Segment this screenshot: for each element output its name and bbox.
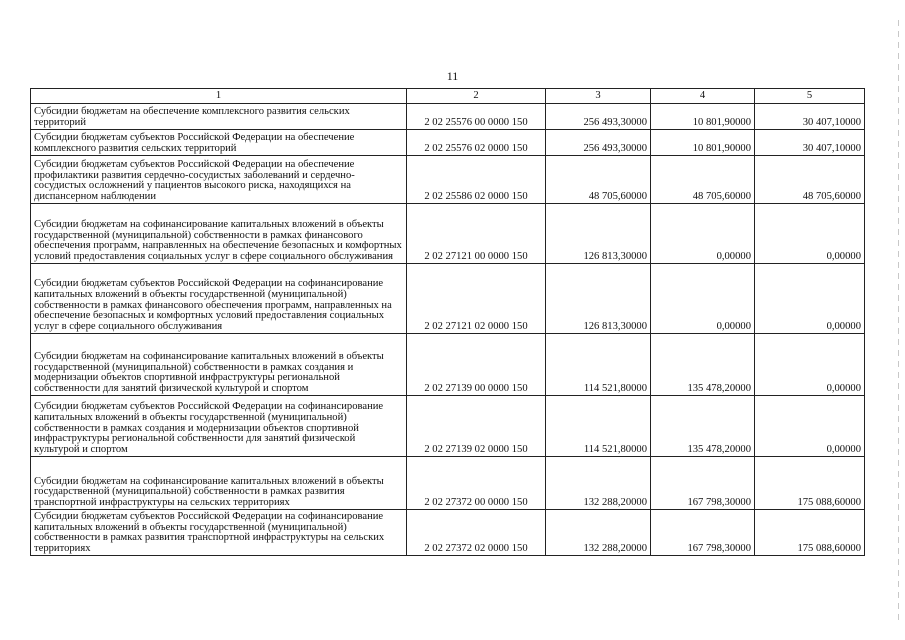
row-name: Субсидии бюджетам субъектов Российской Федерации на обеспечение комплексного развития сельских территорий (31, 130, 407, 156)
col-header-5: 5 (755, 89, 865, 104)
header-row (31, 89, 865, 104)
row-value-col5: 0,00000 (755, 334, 865, 396)
row-value-col3: 126 813,30000 (546, 264, 651, 334)
budget-table (30, 88, 865, 556)
row-value-col4: 48 705,60000 (651, 156, 755, 204)
row-name: Субсидии бюджетам субъектов Российской Федерации на софинансирование капитальных вложений в объекты государственной (муниципальной) собственности в рамках создания и модернизации объектов спортивной инфраструктуры региональной собственности для занятий физической культурой и спортом (31, 396, 407, 457)
table-row (31, 396, 865, 457)
row-code: 2 02 25576 02 0000 150 (407, 130, 546, 156)
row-code: 2 02 27121 02 0000 150 (407, 264, 546, 334)
row-value-col5: 175 088,60000 (755, 510, 865, 556)
row-value-col5: 0,00000 (755, 264, 865, 334)
row-value-col3: 256 493,30000 (546, 130, 651, 156)
row-code: 2 02 25576 00 0000 150 (407, 104, 546, 130)
row-value-col4: 135 478,20000 (651, 334, 755, 396)
table-row (31, 457, 865, 510)
row-name: Субсидии бюджетам на обеспечение комплексного развития сельских территорий (31, 104, 407, 130)
row-value-col3: 132 288,20000 (546, 510, 651, 556)
row-code: 2 02 25586 02 0000 150 (407, 156, 546, 204)
row-value-col5: 0,00000 (755, 396, 865, 457)
row-value-col5: 0,00000 (755, 204, 865, 264)
scan-edge-line (898, 20, 899, 620)
row-name: Субсидии бюджетам субъектов Российской Федерации на обеспечение профилактики развития сердечно-сосудистых заболеваний и сердечно-сосудистых осложнений у пациентов высокого риска, находящихся на диспансерном наблюдении (31, 156, 407, 204)
row-value-col3: 48 705,60000 (546, 156, 651, 204)
col-header-1: 1 (31, 89, 407, 104)
row-value-col5: 30 407,10000 (755, 130, 865, 156)
row-value-col4: 10 801,90000 (651, 130, 755, 156)
row-code: 2 02 27372 02 0000 150 (407, 510, 546, 556)
col-header-4: 4 (651, 89, 755, 104)
row-name: Субсидии бюджетам субъектов Российской Федерации на софинансирование капитальных вложений в объекты государственной (муниципальной) собственности в рамках финансового обеспечения программ, направленных на обеспечение безопасных и комфортных условий предоставления социальных услуг в сфере социального обслуживания (31, 264, 407, 334)
row-value-col3: 114 521,80000 (546, 334, 651, 396)
row-code: 2 02 27121 00 0000 150 (407, 204, 546, 264)
table-row (31, 204, 865, 264)
row-code: 2 02 27139 02 0000 150 (407, 396, 546, 457)
table-row (31, 334, 865, 396)
row-value-col4: 167 798,30000 (651, 457, 755, 510)
row-value-col5: 48 705,60000 (755, 156, 865, 204)
table-row (31, 264, 865, 334)
row-value-col3: 114 521,80000 (546, 396, 651, 457)
row-code: 2 02 27372 00 0000 150 (407, 457, 546, 510)
row-code: 2 02 27139 00 0000 150 (407, 334, 546, 396)
row-value-col3: 256 493,30000 (546, 104, 651, 130)
row-value-col5: 30 407,10000 (755, 104, 865, 130)
row-name: Субсидии бюджетам на софинансирование капитальных вложений в объекты государственной (муниципальной) собственности в рамках развития транспортной инфраструктуры на сельских территориях (31, 457, 407, 510)
col-header-3: 3 (546, 89, 651, 104)
table-row (31, 156, 865, 204)
row-name: Субсидии бюджетам на софинансирование капитальных вложений в объекты государственной (муниципальной) собственности в рамках создания и модернизации объектов спортивной инфраструктуры региональной собственности для занятий физической культурой и спортом (31, 334, 407, 396)
row-name: Субсидии бюджетам на софинансирование капитальных вложений в объекты государственной (муниципальной) собственности в рамках финансового обеспечения программ, направленных на обеспечение безопасных и комфортных условий предоставления социальных услуг в сфере социального обслуживания (31, 204, 407, 264)
table-row (31, 104, 865, 130)
row-value-col3: 132 288,20000 (546, 457, 651, 510)
row-value-col4: 135 478,20000 (651, 396, 755, 457)
table-row (31, 510, 865, 556)
row-value-col4: 167 798,30000 (651, 510, 755, 556)
row-name: Субсидии бюджетам субъектов Российской Федерации на софинансирование капитальных вложений в объекты государственной (муниципальной) собственности в рамках развития транспортной инфраструктуры на сельских территориях (31, 510, 407, 556)
row-value-col4: 0,00000 (651, 264, 755, 334)
row-value-col5: 175 088,60000 (755, 457, 865, 510)
table-row (31, 130, 865, 156)
row-value-col3: 126 813,30000 (546, 204, 651, 264)
page-number: 11 (446, 69, 459, 83)
row-value-col4: 0,00000 (651, 204, 755, 264)
row-value-col4: 10 801,90000 (651, 104, 755, 130)
col-header-2: 2 (407, 89, 546, 104)
